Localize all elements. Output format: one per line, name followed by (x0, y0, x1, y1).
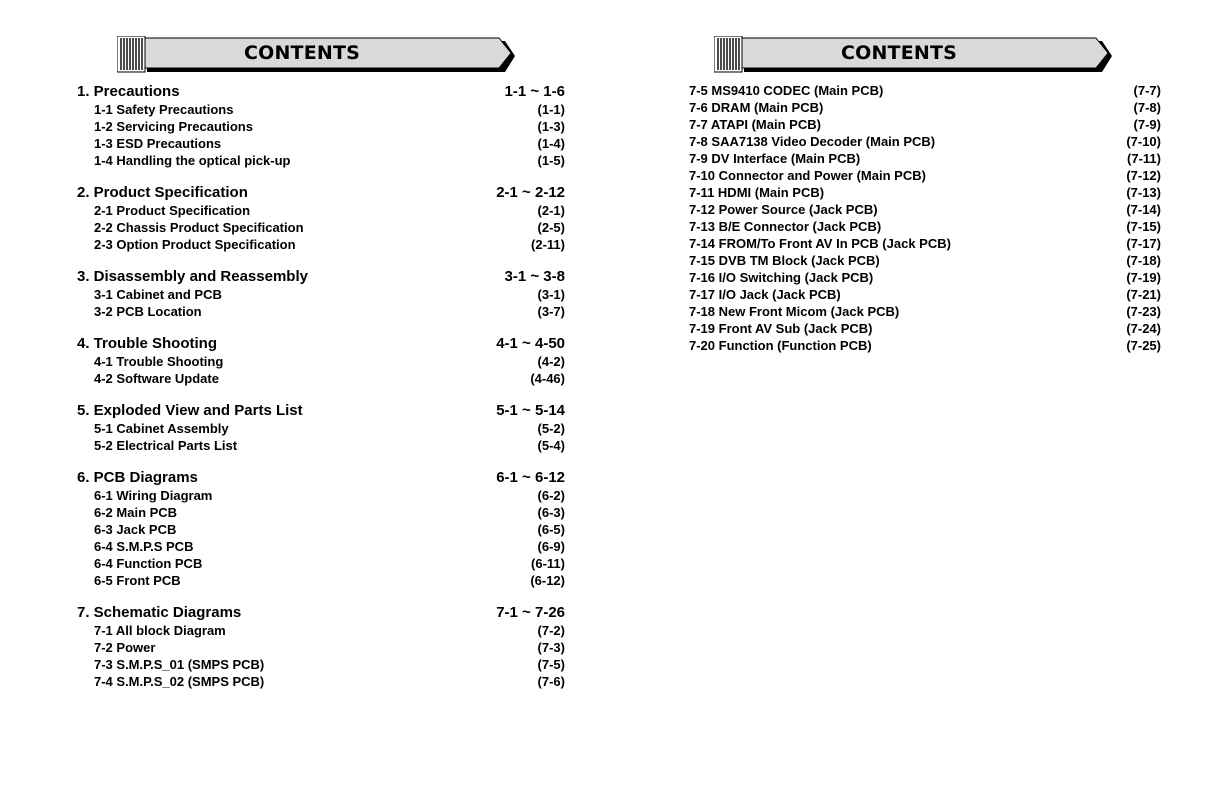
toc-entry-label: 2-2 Chassis Product Specification (94, 220, 304, 235)
toc-entry (77, 135, 565, 152)
toc-section (77, 603, 565, 690)
toc-entry-label: 5-2 Electrical Parts List (94, 438, 238, 453)
toc-entry-label: 7-11 HDMI (Main PCB) (689, 185, 825, 200)
toc-entry-page: (3-7) (537, 304, 565, 319)
toc-entry-page: (2-5) (537, 220, 565, 235)
toc-entry (77, 639, 565, 656)
toc-entry (77, 303, 565, 320)
toc-section (77, 401, 565, 454)
toc-entry-page: (7-5) (537, 657, 565, 672)
toc-entry (689, 252, 1161, 269)
toc-entry-page: (6-9) (537, 539, 565, 554)
toc-entry (77, 437, 565, 454)
toc-entry-page: (6-2) (537, 488, 565, 503)
toc-entry-page: (4-2) (537, 354, 565, 369)
toc-entry-page: (7-10) (1126, 134, 1161, 149)
toc-chapter (77, 267, 565, 286)
toc-entry (77, 202, 565, 219)
toc-entry (77, 101, 565, 118)
toc-entry-page: (5-2) (537, 421, 565, 436)
toc-chapter-label: 5. Exploded View and Parts List (77, 402, 303, 419)
toc-entry (689, 133, 1161, 150)
toc-entry-page: (2-11) (531, 237, 565, 252)
toc-entry (689, 320, 1161, 337)
toc-entry (689, 286, 1161, 303)
toc-entry-page: (7-2) (537, 623, 565, 638)
toc-chapter-label: 6. PCB Diagrams (77, 469, 198, 486)
toc-entry (77, 420, 565, 437)
toc-entry-page: (1-5) (537, 153, 565, 168)
toc-chapter-label: 4. Trouble Shooting (77, 335, 217, 352)
toc-entry-page: (7-3) (537, 640, 565, 655)
toc-entry-label: 1-2 Servicing Precautions (94, 119, 253, 134)
toc-entry-label: 7-2 Power (94, 640, 156, 655)
toc-entry (77, 236, 565, 253)
toc-entry-label: 1-4 Handling the optical pick-up (94, 153, 291, 168)
toc-entry-page: (4-46) (530, 371, 565, 386)
toc-entry-label: 4-2 Software Update (94, 371, 219, 386)
toc-entry (689, 184, 1161, 201)
toc-chapter (77, 468, 565, 487)
toc-entry-label: 7-14 FROM/To Front AV In PCB (Jack PCB) (689, 236, 951, 251)
toc-entry (77, 656, 565, 673)
toc-entry-label: 5-1 Cabinet Assembly (94, 421, 229, 436)
toc-entry-page: (1-1) (537, 102, 565, 117)
toc-entry-page: (7-15) (1126, 219, 1161, 234)
toc-entry-page: (7-14) (1126, 202, 1161, 217)
toc-entry-page: (7-12) (1126, 168, 1161, 183)
toc-chapter (77, 183, 565, 202)
toc-entry (689, 116, 1161, 133)
toc-chapter-label: 1. Precautions (77, 83, 180, 100)
toc-entry-label: 7-4 S.M.P.S_02 (SMPS PCB) (94, 674, 265, 689)
toc-entry-label: 7-6 DRAM (Main PCB) (689, 100, 824, 115)
toc-section (77, 334, 565, 387)
toc-chapter (77, 603, 565, 622)
toc-entry-label: 7-5 MS9410 CODEC (Main PCB) (689, 83, 884, 98)
toc-entry (689, 99, 1161, 116)
toc-entry (77, 555, 565, 572)
toc-chapter-page: 2-1 ~ 2-12 (496, 184, 565, 201)
toc-entry (77, 286, 565, 303)
toc-chapter-label: 7. Schematic Diagrams (77, 604, 242, 621)
toc-entry-page: (7-23) (1126, 304, 1161, 319)
toc-entry (77, 538, 565, 555)
toc-entry-page: (2-1) (537, 203, 565, 218)
toc-entry (689, 167, 1161, 184)
contents-title: CONTENTS (840, 42, 958, 64)
toc-entry (77, 219, 565, 236)
toc-left-column (77, 82, 565, 704)
toc-entry-page: (7-25) (1126, 338, 1161, 353)
toc-entry-page: (7-13) (1126, 185, 1161, 200)
contents-banner-right (714, 36, 1114, 76)
toc-entry-label: 3-2 PCB Location (94, 304, 202, 319)
toc-chapter (77, 334, 565, 353)
toc-entry-page: (6-11) (531, 556, 565, 571)
toc-section (77, 267, 565, 320)
toc-entry-label: 3-1 Cabinet and PCB (94, 287, 222, 302)
toc-entry (689, 235, 1161, 252)
toc-entry-page: (7-6) (537, 674, 565, 689)
contents-banner-left (117, 36, 517, 76)
toc-entry-label: 6-5 Front PCB (94, 573, 181, 588)
toc-entry (689, 269, 1161, 286)
toc-entry-label: 7-8 SAA7138 Video Decoder (Main PCB) (689, 134, 936, 149)
toc-entry-label: 2-3 Option Product Specification (94, 237, 296, 252)
toc-entry-page: (6-12) (530, 573, 565, 588)
toc-entry-page: (1-3) (537, 119, 565, 134)
toc-entry-label: 7-12 Power Source (Jack PCB) (689, 202, 878, 217)
toc-entry-page: (6-3) (537, 505, 565, 520)
toc-entry-label: 6-4 Function PCB (94, 556, 203, 571)
toc-chapter-label: 2. Product Specification (77, 184, 248, 201)
toc-entry (77, 370, 565, 387)
toc-entry-label: 6-1 Wiring Diagram (94, 488, 213, 503)
contents-title: CONTENTS (243, 42, 361, 64)
toc-entry-label: 4-1 Trouble Shooting (94, 354, 224, 369)
toc-entry-label: 7-3 S.M.P.S_01 (SMPS PCB) (94, 657, 265, 672)
toc-entry-label: 7-17 I/O Jack (Jack PCB) (689, 287, 841, 302)
toc-chapter (77, 401, 565, 420)
toc-entry-label: 7-19 Front AV Sub (Jack PCB) (689, 321, 873, 336)
toc-entry-page: (3-1) (537, 287, 565, 302)
toc-section (77, 468, 565, 589)
toc-entry (77, 504, 565, 521)
toc-entry (689, 218, 1161, 235)
toc-entry (77, 622, 565, 639)
toc-chapter-page: 6-1 ~ 6-12 (496, 469, 565, 486)
toc-entry-page: (7-8) (1133, 100, 1161, 115)
toc-chapter-label: 3. Disassembly and Reassembly (77, 268, 308, 285)
toc-entry-label: 7-7 ATAPI (Main PCB) (689, 117, 821, 132)
toc-entry-page: (6-5) (537, 522, 565, 537)
toc-entry-label: 7-16 I/O Switching (Jack PCB) (689, 270, 874, 285)
toc-entry-label: 6-3 Jack PCB (94, 522, 177, 537)
toc-entry-label: 7-10 Connector and Power (Main PCB) (689, 168, 926, 183)
toc-entry-page: (5-4) (537, 438, 565, 453)
toc-right-column (689, 82, 1161, 354)
toc-entry (77, 487, 565, 504)
toc-entry (689, 201, 1161, 218)
toc-entry (77, 521, 565, 538)
toc-entry-page: (7-19) (1126, 270, 1161, 285)
toc-entry (689, 337, 1161, 354)
toc-entry-label: 7-15 DVB TM Block (Jack PCB) (689, 253, 880, 268)
toc-chapter-page: 4-1 ~ 4-50 (496, 335, 565, 352)
toc-entry (77, 673, 565, 690)
toc-entry (689, 150, 1161, 167)
toc-section (77, 183, 565, 253)
toc-chapter-page: 1-1 ~ 1-6 (504, 83, 565, 100)
toc-entry-label: 1-3 ESD Precautions (94, 136, 222, 151)
toc-entry-page: (7-17) (1126, 236, 1161, 251)
toc-entry (77, 118, 565, 135)
toc-entry-label: 6-2 Main PCB (94, 505, 178, 520)
toc-entry (689, 82, 1161, 99)
toc-section (77, 82, 565, 169)
toc-chapter (77, 82, 565, 101)
toc-entry-label: 7-9 DV Interface (Main PCB) (689, 151, 861, 166)
toc-entry-page: (7-24) (1126, 321, 1161, 336)
toc-entry-page: (7-7) (1133, 83, 1161, 98)
toc-entry (689, 303, 1161, 320)
toc-entry-label: 7-13 B/E Connector (Jack PCB) (689, 219, 882, 234)
toc-chapter-page: 7-1 ~ 7-26 (496, 604, 565, 621)
toc-chapter-page: 3-1 ~ 3-8 (504, 268, 565, 285)
toc-entry-label: 7-20 Function (Function PCB) (689, 338, 872, 353)
toc-entry-page: (7-11) (1127, 151, 1161, 166)
toc-entry (77, 572, 565, 589)
toc-entry-label: 7-18 New Front Micom (Jack PCB) (689, 304, 900, 319)
toc-entry (77, 152, 565, 169)
toc-entry-label: 1-1 Safety Precautions (94, 102, 234, 117)
toc-entry-page: (7-21) (1126, 287, 1161, 302)
toc-entry-label: 2-1 Product Specification (94, 203, 251, 218)
toc-entry (77, 353, 565, 370)
toc-chapter-page: 5-1 ~ 5-14 (496, 402, 565, 419)
toc-entry-label: 6-4 S.M.P.S PCB (94, 539, 194, 554)
toc-entry-label: 7-1 All block Diagram (94, 623, 226, 638)
toc-entry-page: (7-9) (1133, 117, 1161, 132)
toc-entry-page: (7-18) (1126, 253, 1161, 268)
toc-entry-page: (1-4) (537, 136, 565, 151)
